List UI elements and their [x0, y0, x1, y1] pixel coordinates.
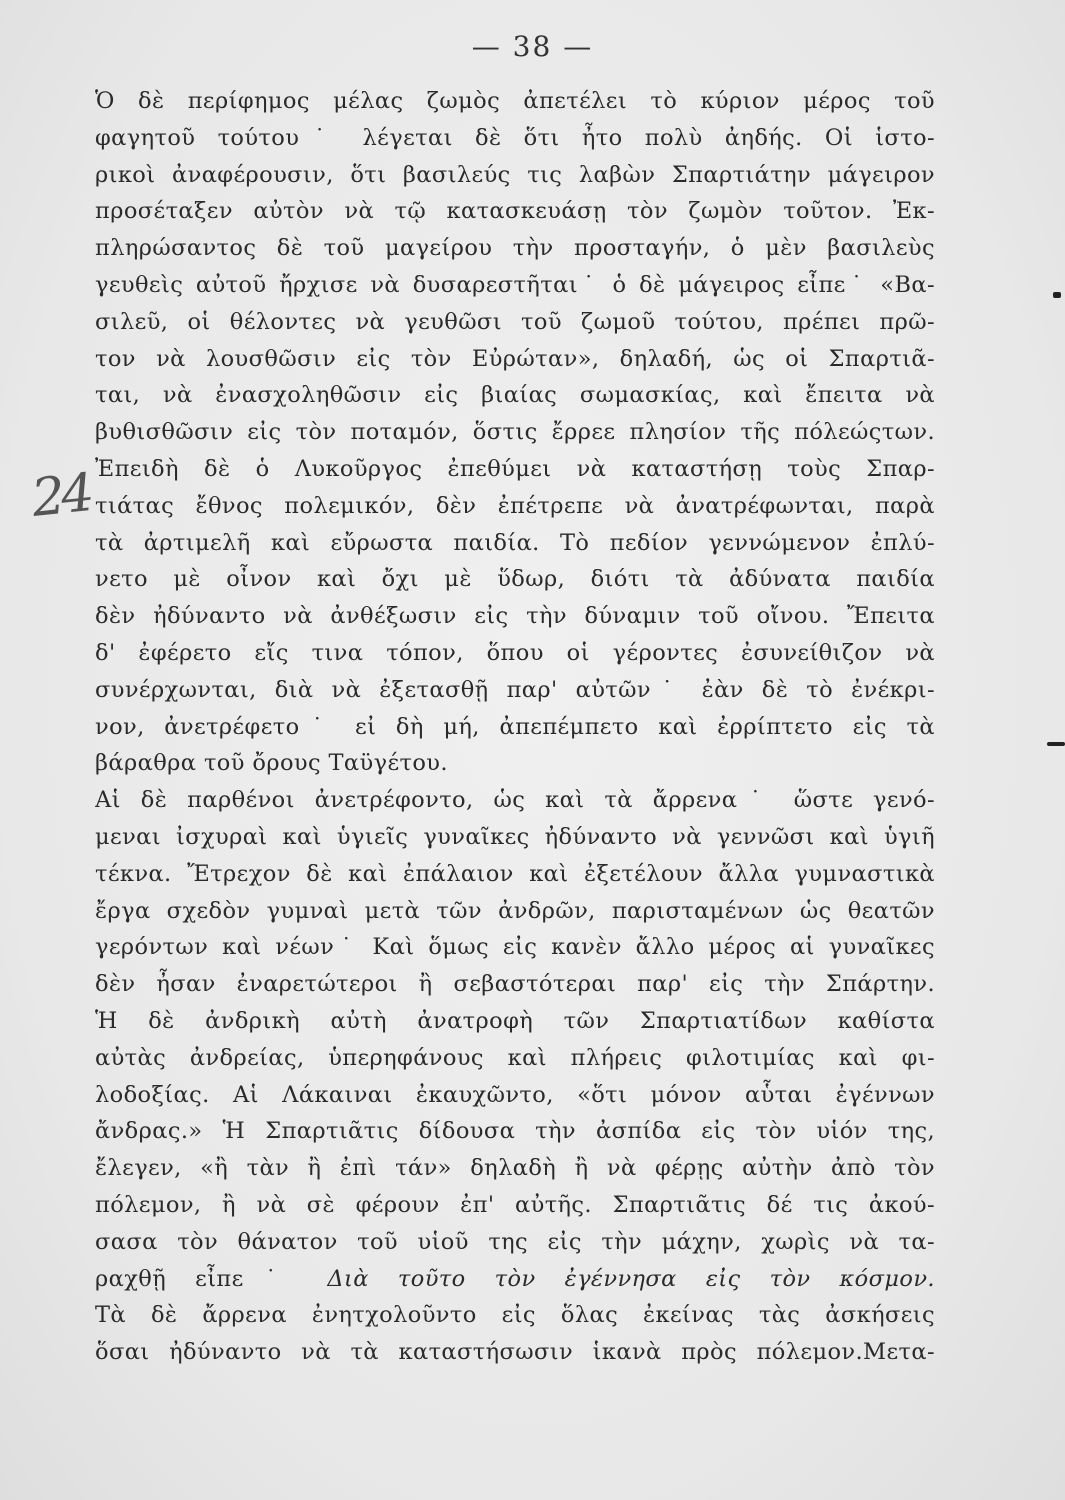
- text-line: ἔργα σχεδὸν γυμναὶ μετὰ τῶν ἀνδρῶν, παρισταμένων ὡς θεατῶν: [95, 897, 935, 924]
- text-line: πόλεμον, ἢ νὰ σὲ φέρουν ἐπ' αὐτῆς. Σπαρτιᾶτις δέ τις ἀκού-: [95, 1191, 935, 1218]
- text-line: δ' ἐφέρετο εἴς τινα τόπον, ὅπου οἱ γέροντες ἐσυνείθιζον νὰ: [95, 639, 935, 666]
- text-line-with-quote: [95, 1261, 935, 1298]
- text-line: Ἡ δὲ ἀνδρικὴ αὐτὴ ἀνατροφὴ τῶν Σπαρτιατίδων καθίστα: [95, 1007, 935, 1034]
- text-line: γερόντων καὶ νέων˙ Καὶ ὅμως εἰς κανὲν ἄλλο μέρος αἱ γυναῖκες: [95, 934, 935, 961]
- text-line: προσέταξεν αὐτὸν νὰ τῷ κατασκευάσῃ τὸν ζωμὸν τοῦτον. Ἐκ-: [95, 198, 935, 225]
- text-line: τέκνα. Ἔτρεχον δὲ καὶ ἐπάλαιον καὶ ἐξετέλουν ἄλλα γυμναστικὰ: [95, 860, 935, 887]
- text-line: σιλεῦ, οἱ θέλοντες νὰ γευθῶσι τοῦ ζωμοῦ τούτου, πρέπει πρῶ-: [95, 308, 935, 335]
- text-line: τον νὰ λουσθῶσιν εἰς τὸν Εὐρώταν», δηλαδή, ὡς οἱ Σπαρτιᾶ-: [95, 345, 935, 372]
- text-line: δὲν ἠδύναντο νὰ ἀνθέξωσιν εἰς τὴν δύναμιν τοῦ οἴνου. Ἔπειτα: [95, 603, 935, 630]
- text-line: ραχθῇ εἶπε˙: [95, 1265, 299, 1292]
- text-line: αὐτὰς ἀνδρείας, ὑπερηφάνους καὶ πλήρεις φιλοτιμίας καὶ φι-: [95, 1044, 935, 1071]
- body-text: [95, 83, 935, 1371]
- text-line: πληρώσαντος δὲ τοῦ μαγείρου τὴν προσταγήν, ὁ μὲν βασιλεὺς: [95, 235, 935, 262]
- text-line: νετο μὲ οἶνον καὶ ὄχι μὲ ὕδωρ, διότι τὰ ἀδύνατα παιδία: [95, 566, 935, 593]
- text-line: ρικοὶ ἀναφέρουσιν, ὅτι βασιλεύς τις λαβὼν Σπαρτιάτην μάγειρον: [95, 161, 935, 188]
- italic-quote: Διὰ τοῦτο τὸν ἐγέννησα εἰς τὸν κόσμον.: [327, 1265, 935, 1292]
- text-line: συνέρχωνται, διὰ νὰ ἐξετασθῇ παρ' αὐτῶν˙ ἐὰν δὲ τὸ ἐνέκρι-: [95, 676, 935, 703]
- text-line: μεναι ἰσχυραὶ καὶ ὑγιεῖς γυναῖκες ἠδύναντο νὰ γεννῶσι καὶ ὑγιῆ: [95, 823, 935, 850]
- text-line: Ὁ δὲ περίφημος μέλας ζωμὸς ἀπετέλει τὸ κύριον μέρος τοῦ: [95, 88, 935, 114]
- text-line: τιάτας ἔθνος πολεμικόν, δὲν ἐπέτρεπε νὰ ἀνατρέφωνται, παρὰ: [95, 492, 935, 519]
- text-line: Ἐπειδὴ δὲ ὁ Λυκοῦργος ἐπεθύμει νὰ καταστήσῃ τοὺς Σπαρ-: [95, 455, 935, 482]
- text-line: δὲν ἦσαν ἐναρετώτεροι ἢ σεβαστότεραι παρ' εἰς τὴν Σπάρτην.: [95, 971, 935, 998]
- text-line: φαγητοῦ τούτου˙ λέγεται δὲ ὅτι ἦτο πολὺ ἀηδής. Οἱ ἱστο-: [95, 124, 935, 151]
- text-line: ὅσαι ἠδύναντο νὰ τὰ καταστήσωσιν ἱκανὰ πρὸς πόλεμον.Μετα-: [95, 1339, 935, 1366]
- text-line: σασα τὸν θάνατον τοῦ υἱοῦ της εἰς τὴν μάχην, χωρὶς νὰ τα-: [95, 1228, 935, 1255]
- text-line: ἔλεγεν, «ἢ τὰν ἢ ἐπὶ τάν» δηλαδὴ ἢ νὰ φέρῃς αὐτὴν ἀπὸ τὸν: [95, 1155, 935, 1182]
- text-line: νον, ἀνετρέφετο˙ εἰ δὴ μή, ἀπεπέμπετο καὶ ἐρρίπτετο εἰς τὰ: [95, 713, 935, 740]
- text-line: Αἱ δὲ παρθένοι ἀνετρέφοντο, ὡς καὶ τὰ ἄρρενα˙ ὥστε γενό-: [95, 787, 935, 814]
- text-line: τὰ ἀρτιμελῆ καὶ εὔρωστα παιδία. Τὸ πεδίον γεννώμενον ἐπλύ-: [95, 529, 935, 556]
- text-line: λοδοξίας. Αἱ Λάκαιναι ἐκαυχῶντο, «ὅτι μόνον αὗται ἐγέννων: [95, 1081, 935, 1108]
- text-line: Τὰ δὲ ἄρρενα ἐνητχολοῦντο εἰς ὅλας ἐκείνας τὰς ἀσκήσεις: [95, 1302, 935, 1329]
- text-line: βάραθρα τοῦ ὄρους Ταϋγέτου.: [95, 750, 448, 777]
- edge-ink-mark: [1053, 292, 1061, 298]
- text-line: ται, νὰ ἐνασχοληθῶσιν εἰς βιαίας σωμασκίας, καὶ ἔπειτα νὰ: [95, 382, 935, 409]
- handwritten-margin-note: 24: [29, 463, 94, 529]
- page-number: — 38 —: [471, 30, 594, 63]
- text-line: γευθεὶς αὐτοῦ ἤρχισε νὰ δυσαρεστῆται˙ ὁ δὲ μάγειρος εἶπε˙ «Βα-: [95, 271, 935, 298]
- text-line: ἄνδρας.» Ἡ Σπαρτιᾶτις δίδουσα τὴν ἀσπίδα εἰς τὸν υἱόν της,: [95, 1118, 935, 1145]
- text-line: βυθισθῶσιν εἰς τὸν ποταμόν, ὅστις ἔρρεε πλησίον τῆς πόλεώςτων.: [95, 419, 935, 446]
- edge-ink-mark: [1047, 742, 1065, 746]
